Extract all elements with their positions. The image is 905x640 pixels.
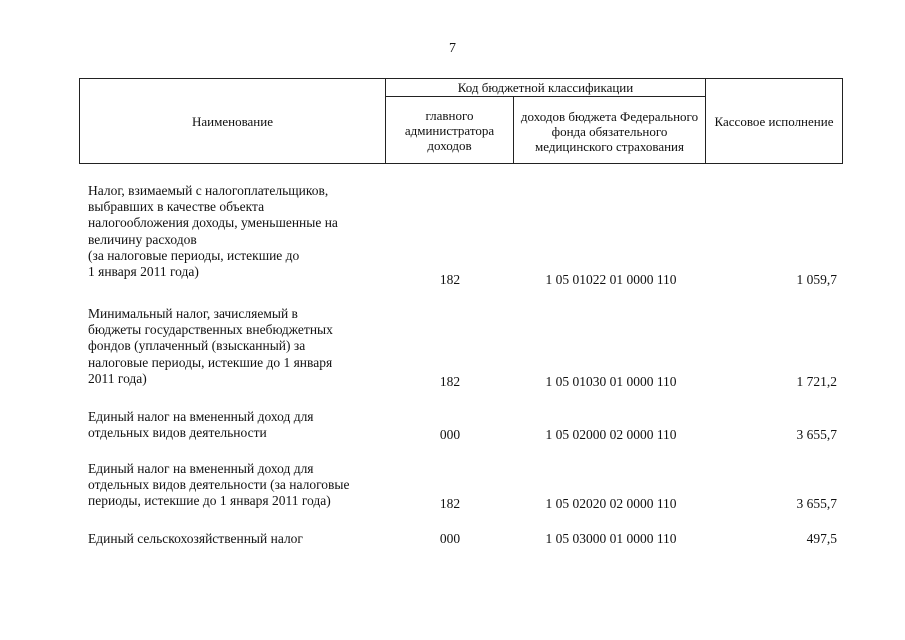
row-admin-code: 182 (439, 496, 461, 511)
row-cash-value: 497,5 (806, 531, 837, 546)
row-budget-code: 1 05 03000 01 0000 110 (545, 531, 677, 546)
header-fund: доходов бюджета Федерального фонда обязательного медицинского страхования (514, 97, 706, 163)
header-code-group: Код бюджетной классификации (386, 79, 706, 97)
row-name: Единый налог на вмененный доход для отдельных видов деятельности (88, 409, 314, 441)
row-budget-code: 1 05 02020 02 0000 110 (545, 496, 677, 511)
row-cash-value: 1 059,7 (796, 272, 837, 287)
row-admin-code: 000 (439, 531, 461, 546)
row-cash-value: 1 721,2 (796, 374, 837, 389)
table-header (79, 78, 843, 164)
row-admin-code: 182 (439, 374, 461, 389)
row-cash-value: 3 655,7 (796, 427, 837, 442)
row-name: Единый сельскохозяйственный налог (88, 531, 303, 546)
row-name: Единый налог на вмененный доход для отдельных видов деятельности (за налоговые периоды, истекшие до 1 января 2011 года) (88, 461, 350, 509)
row-name: Минимальный налог, зачисляемый в бюджеты государственных внебюджетных фондов (уплаченный (взысканный) за налоговые периоды, истекшие до 1 января 2011 года) (88, 306, 333, 386)
header-cash: Кассовое исполнение (714, 113, 834, 129)
page-number: 7 (449, 41, 456, 56)
row-budget-code: 1 05 01022 01 0000 110 (545, 272, 677, 287)
row-cash-value: 3 655,7 (796, 496, 837, 511)
row-budget-code: 1 05 01030 01 0000 110 (545, 374, 677, 389)
row-budget-code: 1 05 02000 02 0000 110 (545, 427, 677, 442)
header-name: Наименование (80, 79, 386, 163)
row-admin-code: 182 (439, 272, 461, 287)
row-admin-code: 000 (439, 427, 461, 442)
header-admin: главного администратора доходов (386, 97, 514, 163)
row-name: Налог, взимаемый с налогоплательщиков, выбравших в качестве объекта налогообложения доходы, уменьшенные на величину расходов (за налоговые периоды, истекшие до 1 января 2011 года) (88, 183, 338, 280)
